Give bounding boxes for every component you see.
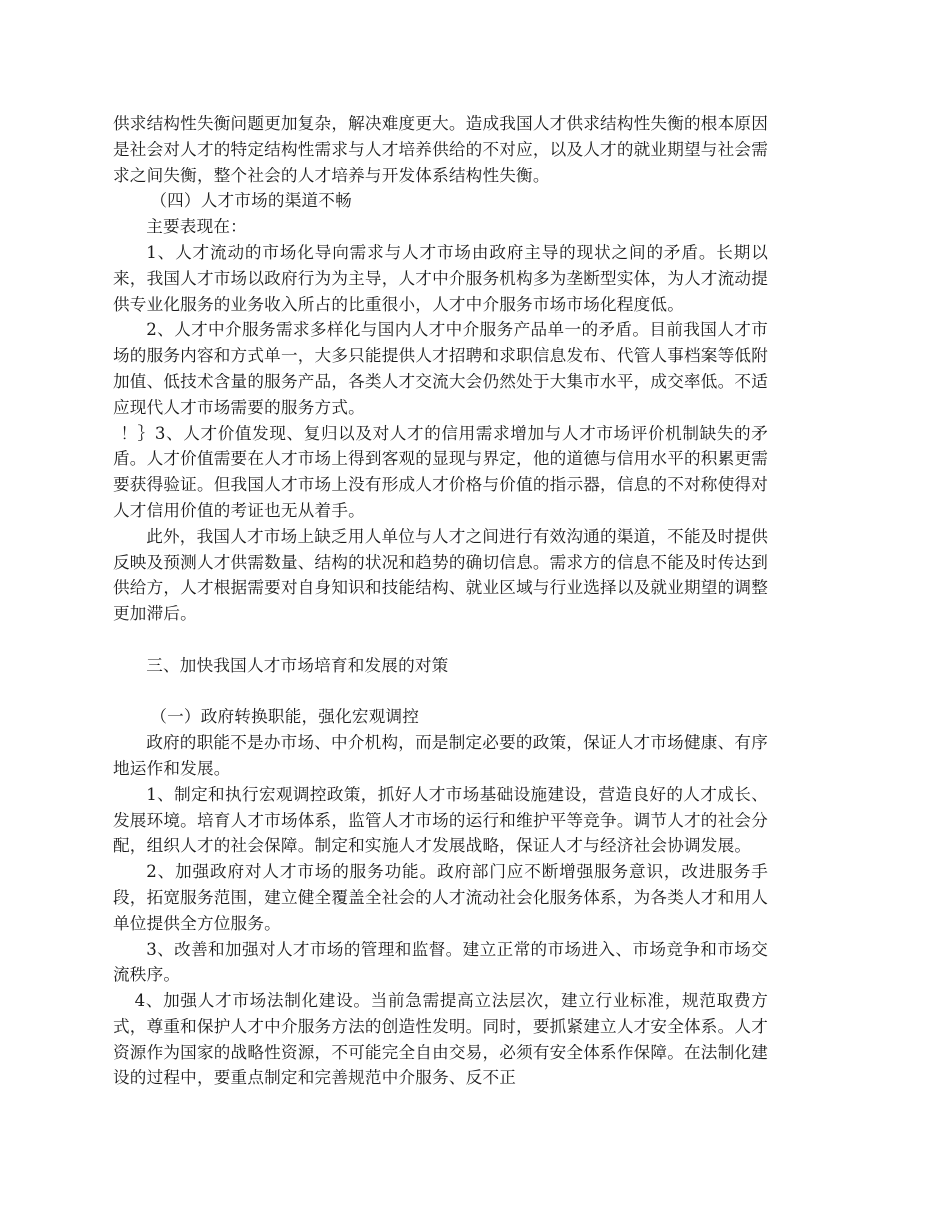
paragraph-policy-4: 4、加强人才市场法制化建设。当前急需提高立法层次，建立行业标准，规范取费方式，尊重和保护人才中介服务方法的创造性发明。同时，要抓紧建立人才安全体系。人才资源作为国家的战略性资源，不可能完全自由交易，必须有安全体系作保障。在法制化建设的过程中，要重点制定和完善规范中介服务、反不正 (113, 991, 768, 1088)
paragraph-main-manifestations: 主要表现在： (146, 217, 247, 237)
paragraph-policy-3: 3、改善和加强对人才市场的管理和监督。建立正常的市场进入、市场竞争和市场交流秩序。 (113, 939, 768, 985)
paragraph-point-3-value: ！｝3、人才价值发现、复归以及对人才的信用需求增加与人才市场评价机制缺失的矛盾。人才价值需要在人才市场上得到客观的显现与界定，他的道德与信用水平的积累更需要获得验证。但我国人才市场上没有形成人才价格与价值的指示器，信息的不对称使得对人才信用价值的考证也无从着手。 (113, 423, 768, 520)
paragraph-structural-imbalance: 供求结构性失衡问题更加复杂，解决难度更大。造成我国人才供求结构性失衡的根本原因是社会对人才的特定结构性需求与人才培养供给的不对应，以及人才的就业期望与社会需求之间失衡，整个社会的人才培养与开发体系结构性失衡。 (113, 114, 768, 185)
paragraph-additionally: 此外，我国人才市场上缺乏用人单位与人才之间进行有效沟通的渠道，不能及时提供反映及预测人才供需数量、结构的状况和趋势的确切信息。需求方的信息不能及时传达到供给方，人才根据需要对自身知识和技能结构、就业区域与行业选择以及就业期望的调整更加滞后。 (113, 526, 768, 624)
heading-section-three: 三、加快我国人才市场培育和发展的对策 (146, 655, 449, 675)
paragraph-point-1-flow: 1、人才流动的市场化导向需求与人才市场由政府主导的现状之间的矛盾。长期以来，我国人才市场以政府行为为主导，人才中介服务机构多为垄断型实体，为人才流动提供专业化服务的业务收入所占的比重很小，人才中介服务市场市场化程度低。 (113, 242, 768, 314)
heading-government-functions: （一）政府转换职能，强化宏观调控 (150, 707, 420, 727)
blank-line (113, 679, 768, 705)
paragraph-policy-2: 2、加强政府对人才市场的服务功能。政府部门应不断增强服务意识，改进服务手段，拓宽服务范围，建立健全覆盖全社会的人才流动社会化服务体系，为各类人才和用人单位提供全方位服务。 (113, 862, 768, 933)
document-page (113, 111, 768, 1091)
blank-line (113, 627, 768, 653)
paragraph-policy-1: 1、制定和执行宏观调控政策，抓好人才市场基础设施建设，营造良好的人才成长、发展环境。培育人才市场体系，监管人才市场的运行和维护平等竞争。调节人才的社会分配，组织人才的社会保障。制定和实施人才发展战略，保证人才与经济社会协调发展。 (113, 784, 768, 856)
paragraph-government-role: 政府的职能不是办市场、中介机构，而是制定必要的政策，保证人才市场健康、有序地运作和发展。 (113, 733, 768, 778)
heading-channel-problems: （四）人才市场的渠道不畅 (150, 191, 352, 211)
paragraph-point-2-service: 2、人才中介服务需求多样化与国内人才中介服务产品单一的矛盾。目前我国人才市场的服务内容和方式单一，大多只能提供人才招聘和求职信息发布、代管人事档案等低附加值、低技术含量的服务产品，各类人才交流大会仍然处于大集市水平，成交率低。不适应现代人才市场需要的服务方式。 (113, 320, 768, 417)
